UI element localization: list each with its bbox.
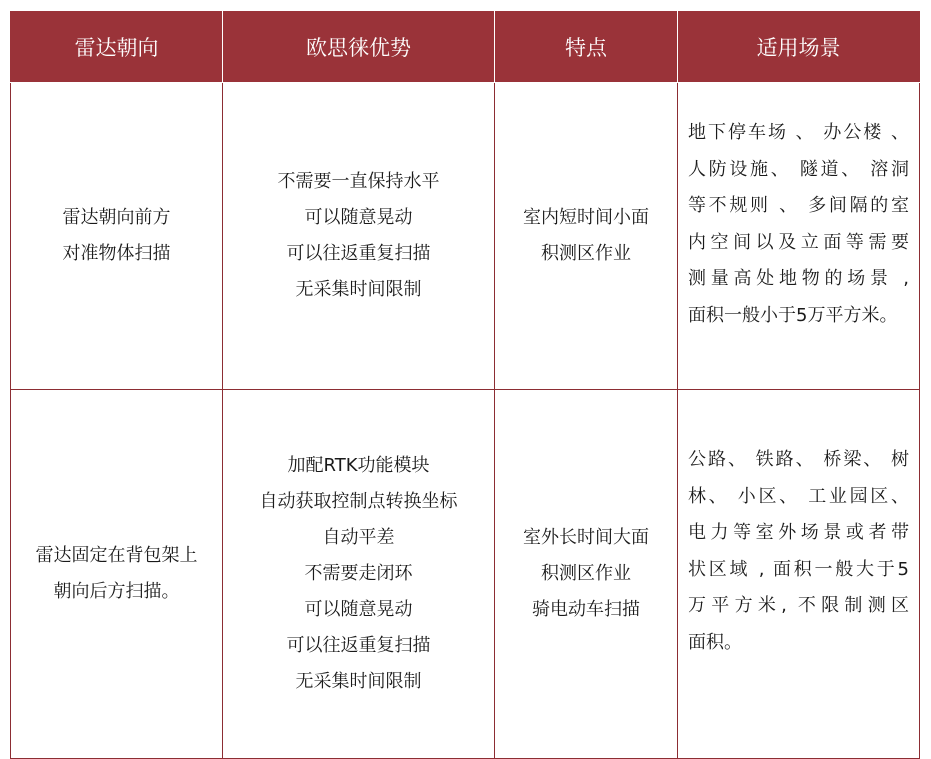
text-line: 可以往返重复扫描 <box>286 635 431 656</box>
text-line: 万平方米, 不限制测区 <box>688 595 909 616</box>
text-line: 状区域 , 面积一般大于5 <box>688 558 909 580</box>
cell-direction <box>11 390 223 759</box>
text-line: 不需要走闭环 <box>304 563 413 584</box>
text-line: 骑电动车扫描 <box>532 599 640 620</box>
text-line: 地下停车场 、 办公楼 、 <box>688 122 909 143</box>
text-line: 公路、 铁路、 桥梁、 树 <box>688 449 909 470</box>
text-line: 测量高处地物的场景 , <box>688 268 909 289</box>
header-features: 特点 <box>495 12 678 83</box>
cell-features <box>495 83 678 390</box>
header-radar-direction: 雷达朝向 <box>11 12 223 83</box>
text-line: 积测区作业 <box>541 243 631 264</box>
text-line: 朝向后方扫描。 <box>53 581 180 602</box>
text-line: 无采集时间限制 <box>295 279 422 300</box>
table-row <box>11 83 920 390</box>
text-line: 对准物体扫描 <box>62 243 171 264</box>
text-line: 无采集时间限制 <box>295 671 422 692</box>
lidar-comparison-table <box>10 11 920 759</box>
cell-advantages <box>223 83 495 390</box>
text-line: 内空间以及立面等需要 <box>688 231 909 253</box>
text-line: 人防设施、 隧道、 溶洞 <box>688 158 909 180</box>
text-line: 面积。 <box>688 631 742 653</box>
text-line: 加配RTK功能模块 <box>287 455 430 476</box>
cell-features <box>495 390 678 759</box>
cell-scenarios <box>678 83 920 390</box>
header-advantages: 欧思徕优势 <box>223 12 495 83</box>
text-line: 可以往返重复扫描 <box>286 243 431 264</box>
text-line: 电力等室外场景或者带 <box>688 522 909 543</box>
cell-scenarios <box>678 390 920 759</box>
text-line: 林、 小区、 工业园区、 <box>688 485 909 507</box>
text-line: 可以随意晃动 <box>304 207 413 228</box>
header-scenarios: 适用场景 <box>678 12 920 83</box>
text-line: 不需要一直保持水平 <box>277 171 440 192</box>
cell-advantages <box>223 390 495 759</box>
text-line: 积测区作业 <box>541 563 631 584</box>
text-line: 面积一般小于5万平方米。 <box>688 304 898 326</box>
comparison-table-wrapper <box>10 11 920 759</box>
text-line: 室外长时间大面 <box>523 527 649 548</box>
text-line: 雷达朝向前方 <box>62 207 171 228</box>
text-line: 等不规则 、 多间隔的室 <box>688 195 909 216</box>
text-line: 自动平差 <box>322 527 395 548</box>
table-row <box>11 390 920 759</box>
text-line: 可以随意晃动 <box>304 599 413 620</box>
header-row <box>11 12 920 83</box>
text-line: 自动获取控制点转换坐标 <box>259 491 458 512</box>
text-line: 雷达固定在背包架上 <box>35 545 198 566</box>
text-line: 室内短时间小面 <box>523 207 649 228</box>
cell-direction <box>11 83 223 390</box>
